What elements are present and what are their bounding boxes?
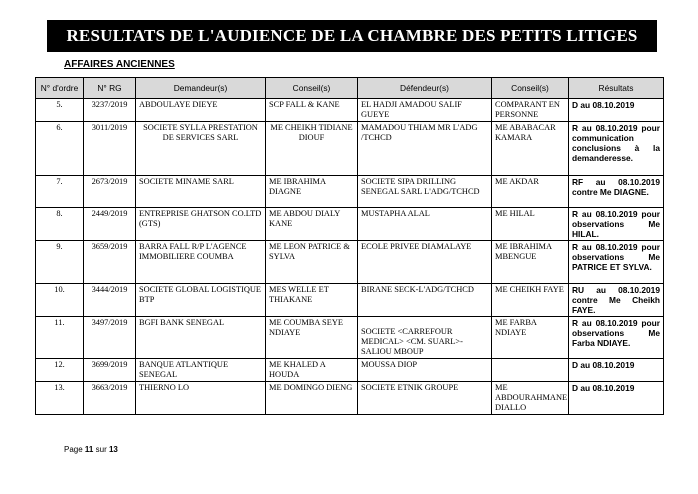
col-header-rg: N° RG <box>84 78 136 99</box>
cell-rg: 3659/2019 <box>84 241 136 284</box>
table-row <box>36 359 664 382</box>
cell-rg: 3497/2019 <box>84 317 136 359</box>
col-header-resultats: Résultats <box>569 78 664 99</box>
cell-conseil-demandeur: ME ABDOU DIALY KANE <box>266 208 358 241</box>
cell-rg: 3444/2019 <box>84 284 136 317</box>
cell-conseil-demandeur: ME KHALED A HOUDA <box>266 359 358 382</box>
cell-conseil-demandeur: ME LEON PATRICE & SYLVA <box>266 241 358 284</box>
cell-defendeur: SOCIETE SIPA DRILLING SENEGAL SARL L'ADG/TCHCD <box>358 176 492 208</box>
cell-ordre: 6. <box>36 122 84 176</box>
table-row <box>36 317 664 359</box>
table-header-row <box>36 78 664 99</box>
col-header-defendeur: Défendeur(s) <box>358 78 492 99</box>
cell-demandeur: BGFI BANK SENEGAL <box>136 317 266 359</box>
page-title: RESULTATS DE L'AUDIENCE DE LA CHAMBRE DES PETITS LITIGES <box>66 26 638 45</box>
page-title-banner <box>47 20 657 52</box>
table-row <box>36 241 664 284</box>
cell-conseil-demandeur: ME IBRAHIMA DIAGNE <box>266 176 358 208</box>
cell-conseil-demandeur: ME CHEIKH TIDIANE DIOUF <box>266 122 358 176</box>
cell-conseil-demandeur: ME DOMINGO DIENG <box>266 382 358 415</box>
footer-separator: sur <box>95 445 107 454</box>
cell-ordre: 9. <box>36 241 84 284</box>
cell-defendeur: SOCIETE ETNIK GROUPE <box>358 382 492 415</box>
cell-ordre: 12. <box>36 359 84 382</box>
cell-rg: 2673/2019 <box>84 176 136 208</box>
results-table <box>35 77 664 415</box>
cell-ordre: 13. <box>36 382 84 415</box>
cell-resultat: D au 08.10.2019 <box>569 382 664 415</box>
cell-conseil-defendeur <box>492 359 569 382</box>
table-row <box>36 284 664 317</box>
cell-demandeur: SOCIETE MINAME SARL <box>136 176 266 208</box>
cell-conseil-defendeur: ME IBRAHIMA MBENGUE <box>492 241 569 284</box>
cell-resultat: R au 08.10.2019 pour observations Me HILAL. <box>569 208 664 241</box>
page-footer <box>64 445 118 454</box>
cell-conseil-defendeur: ME ABABACAR KAMARA <box>492 122 569 176</box>
cell-resultat: RU au 08.10.2019 contre Me Cheikh FAYE. <box>569 284 664 317</box>
cell-demandeur: ENTREPRISE GHATSON CO.LTD (GTS) <box>136 208 266 241</box>
cell-rg: 3237/2019 <box>84 99 136 122</box>
cell-conseil-defendeur: COMPARANT EN PERSONNE <box>492 99 569 122</box>
footer-current-page: 11 <box>84 445 94 454</box>
cell-conseil-defendeur: ME FARBA NDIAYE <box>492 317 569 359</box>
col-header-ordre: N° d'ordre <box>36 78 84 99</box>
cell-demandeur: BARRA FALL R/P L'AGENCE IMMOBILIERE COUMBA <box>136 241 266 284</box>
col-header-demandeur: Demandeur(s) <box>136 78 266 99</box>
cell-demandeur: ABDOULAYE DIEYE <box>136 99 266 122</box>
cell-defendeur: EL HADJI AMADOU SALIF GUEYE <box>358 99 492 122</box>
cell-demandeur: SOCIETE SYLLA PRESTATION DE SERVICES SARL <box>136 122 266 176</box>
cell-resultat: RF au 08.10.2019 contre Me DIAGNE. <box>569 176 664 208</box>
col-header-conseil-demandeur: Conseil(s) <box>266 78 358 99</box>
footer-total-pages: 13 <box>108 445 118 454</box>
footer-prefix: Page <box>64 445 83 454</box>
col-header-conseil-defendeur: Conseil(s) <box>492 78 569 99</box>
cell-demandeur: SOCIETE GLOBAL LOGISTIQUE BTP <box>136 284 266 317</box>
cell-conseil-defendeur: ME AKDAR <box>492 176 569 208</box>
cell-conseil-demandeur: ME COUMBA SEYE NDIAYE <box>266 317 358 359</box>
cell-defendeur: ECOLE PRIVEE DIAMALAYE <box>358 241 492 284</box>
cell-defendeur: MUSTAPHA ALAL <box>358 208 492 241</box>
cell-conseil-demandeur: SCP FALL & KANE <box>266 99 358 122</box>
cell-rg: 3699/2019 <box>84 359 136 382</box>
cell-rg: 3011/2019 <box>84 122 136 176</box>
cell-ordre: 7. <box>36 176 84 208</box>
cell-conseil-demandeur: MES WELLE ET THIAKANE <box>266 284 358 317</box>
cell-rg: 2449/2019 <box>84 208 136 241</box>
table-row <box>36 99 664 122</box>
cell-rg: 3663/2019 <box>84 382 136 415</box>
cell-defendeur: SOCIETE <CARREFOUR MEDICAL> <CM. SUARL>-SALIOU MBOUP <box>358 317 492 359</box>
cell-ordre: 10. <box>36 284 84 317</box>
cell-resultat: D au 08.10.2019 <box>569 99 664 122</box>
table-row <box>36 208 664 241</box>
table-row <box>36 176 664 208</box>
cell-defendeur: MAMADOU THIAM MR L'ADG /TCHCD <box>358 122 492 176</box>
cell-conseil-defendeur: ME CHEIKH FAYE <box>492 284 569 317</box>
cell-resultat: R au 08.10.2019 pour observations Me Farba NDIAYE. <box>569 317 664 359</box>
cell-resultat: R au 08.10.2019 pour observations Me PATRICE ET SYLVA. <box>569 241 664 284</box>
cell-defendeur: BIRANE SECK-L'ADG/TCHCD <box>358 284 492 317</box>
cell-conseil-defendeur: ME HILAL <box>492 208 569 241</box>
cell-defendeur: MOUSSA DIOP <box>358 359 492 382</box>
section-title: AFFAIRES ANCIENNES <box>64 59 175 70</box>
table-row <box>36 382 664 415</box>
cell-ordre: 8. <box>36 208 84 241</box>
cell-demandeur: BANQUE ATLANTIQUE SENEGAL <box>136 359 266 382</box>
cell-resultat: R au 08.10.2019 pour communication conclusions à la demanderesse. <box>569 122 664 176</box>
cell-ordre: 5. <box>36 99 84 122</box>
table-row <box>36 122 664 176</box>
cell-ordre: 11. <box>36 317 84 359</box>
cell-conseil-defendeur: ME ABDOURAHMANE DIALLO <box>492 382 569 415</box>
cell-resultat: D au 08.10.2019 <box>569 359 664 382</box>
cell-demandeur: THIERNO LO <box>136 382 266 415</box>
